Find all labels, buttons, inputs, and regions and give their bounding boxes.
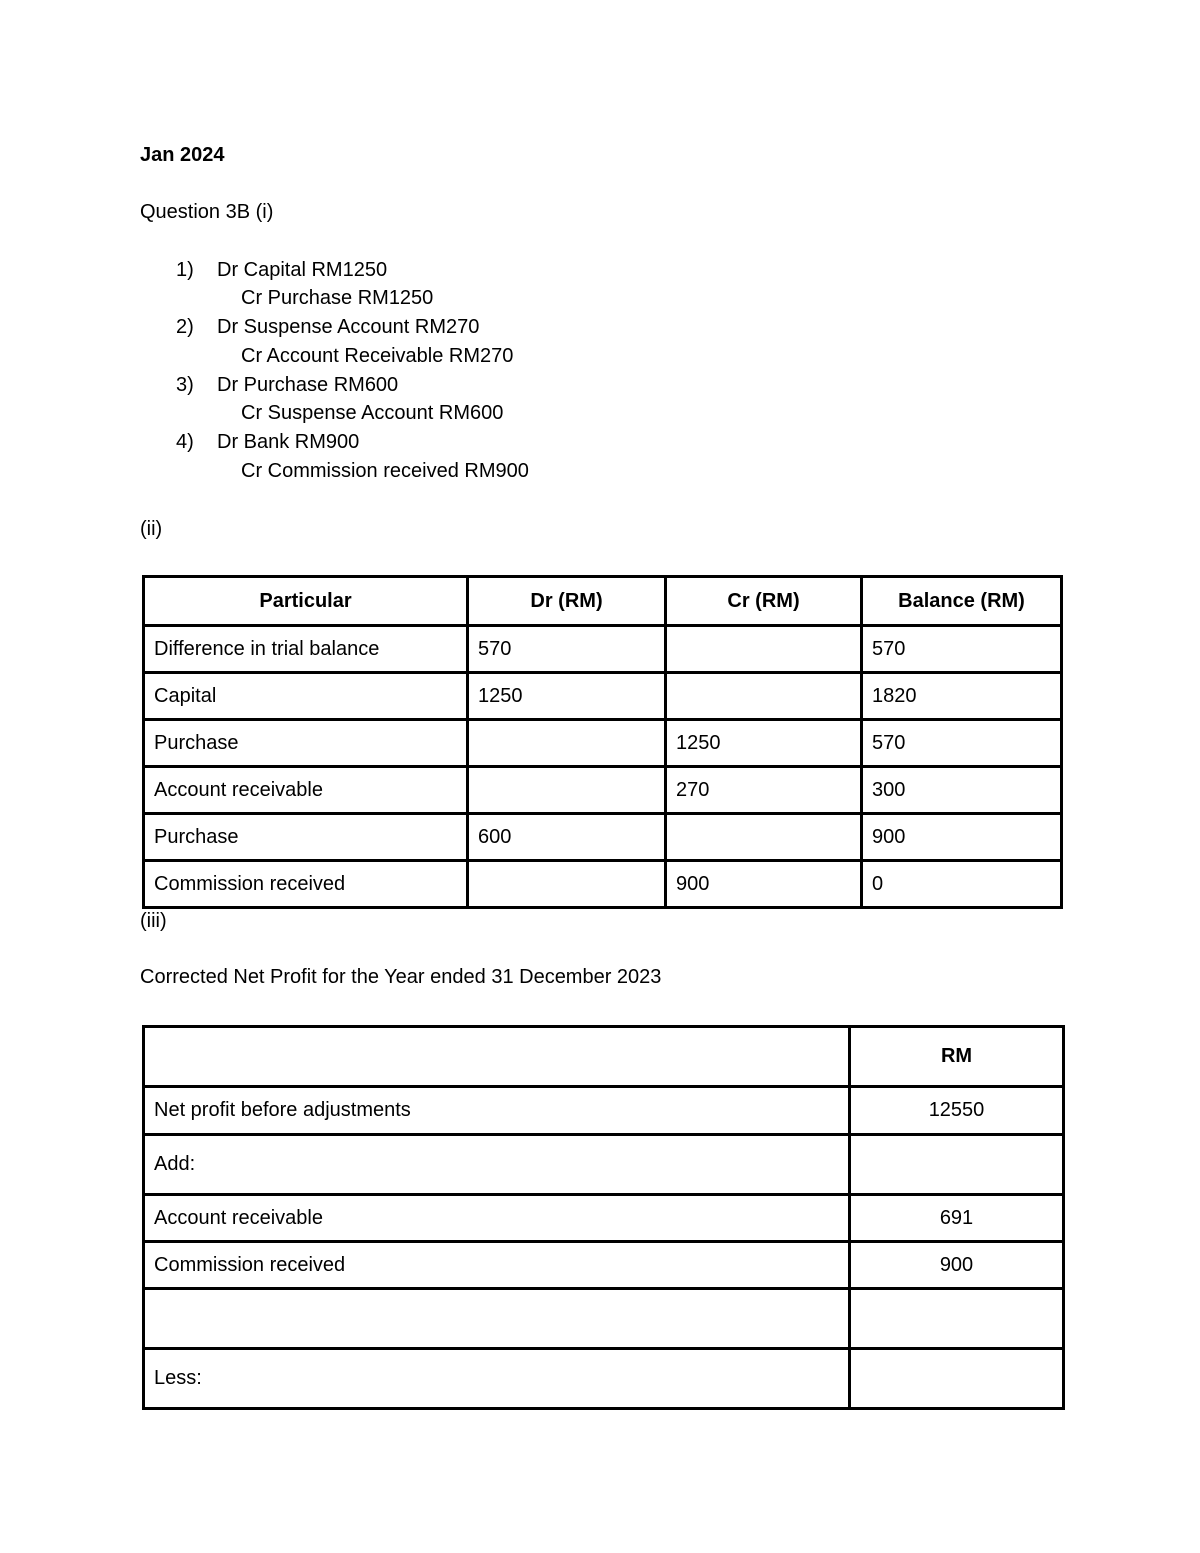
table-cell: 0 [862,861,1062,908]
entry-debit: Dr Purchase RM600 [217,374,399,396]
entry-credit: Cr Commission received RM900 [241,460,529,482]
table-row [144,1242,1064,1289]
table-cell [850,1349,1064,1409]
table-cell: Less: [144,1349,850,1409]
column-header: Balance (RM) [862,577,1062,626]
table-row [144,1349,1064,1409]
table-cell: 600 [468,814,666,861]
table-row [144,673,1062,720]
table-row [144,814,1062,861]
table-cell: 691 [850,1195,1064,1242]
table-cell [144,1289,850,1349]
table-cell: Net profit before adjustments [144,1087,850,1135]
table-cell: 570 [468,626,666,673]
column-header: Cr (RM) [666,577,862,626]
correction-table [142,575,1063,909]
table-cell: Purchase [144,814,468,861]
table-cell: 1820 [862,673,1062,720]
table-row [144,1289,1064,1349]
table-cell: Capital [144,673,468,720]
page-title: Jan 2024 [140,144,225,166]
column-header [144,1027,850,1087]
entry-number: 2) [176,316,194,338]
table-row [144,1087,1064,1135]
table-cell: 12550 [850,1087,1064,1135]
table-cell: Difference in trial balance [144,626,468,673]
table-cell [666,814,862,861]
column-header: Particular [144,577,468,626]
table-cell [468,861,666,908]
table-cell: 270 [666,767,862,814]
table-cell: 900 [862,814,1062,861]
part-iii-label: (iii) [140,910,167,932]
table-row [144,1135,1064,1195]
entry-number: 3) [176,374,194,396]
table-row [144,626,1062,673]
table-cell: 900 [666,861,862,908]
entry-number: 1) [176,259,194,281]
question-label: Question 3B (i) [140,201,274,223]
table-cell [850,1135,1064,1195]
table-cell [468,720,666,767]
entry-debit: Dr Capital RM1250 [217,259,388,281]
table-cell: 1250 [666,720,862,767]
part-ii-label: (ii) [140,518,163,540]
table-cell: 570 [862,626,1062,673]
table-cell [468,767,666,814]
table-cell: 570 [862,720,1062,767]
table-row [144,861,1062,908]
table-row [144,720,1062,767]
table-cell [666,673,862,720]
table-header-row [144,577,1062,626]
entry-credit: Cr Purchase RM1250 [241,287,434,309]
entry-number: 4) [176,431,194,453]
entry-debit: Dr Bank RM900 [217,431,360,453]
table-cell: Add: [144,1135,850,1195]
table-cell: Account receivable [144,1195,850,1242]
table-cell: Commission received [144,1242,850,1289]
entry-debit: Dr Suspense Account RM270 [217,316,480,338]
table-row [144,767,1062,814]
table-cell: Account receivable [144,767,468,814]
entry-credit: Cr Account Receivable RM270 [241,345,514,367]
table-cell: 1250 [468,673,666,720]
net-profit-table [142,1025,1065,1410]
table-cell: Commission received [144,861,468,908]
table-cell: 900 [850,1242,1064,1289]
table-row [144,1195,1064,1242]
column-header: Dr (RM) [468,577,666,626]
table-cell [850,1289,1064,1349]
column-header: RM [850,1027,1064,1087]
table-cell: 300 [862,767,1062,814]
table-cell [666,626,862,673]
table-cell: Purchase [144,720,468,767]
section-title: Corrected Net Profit for the Year ended 31 December 2023 [140,966,662,988]
table-header-row [144,1027,1064,1087]
entry-credit: Cr Suspense Account RM600 [241,402,504,424]
